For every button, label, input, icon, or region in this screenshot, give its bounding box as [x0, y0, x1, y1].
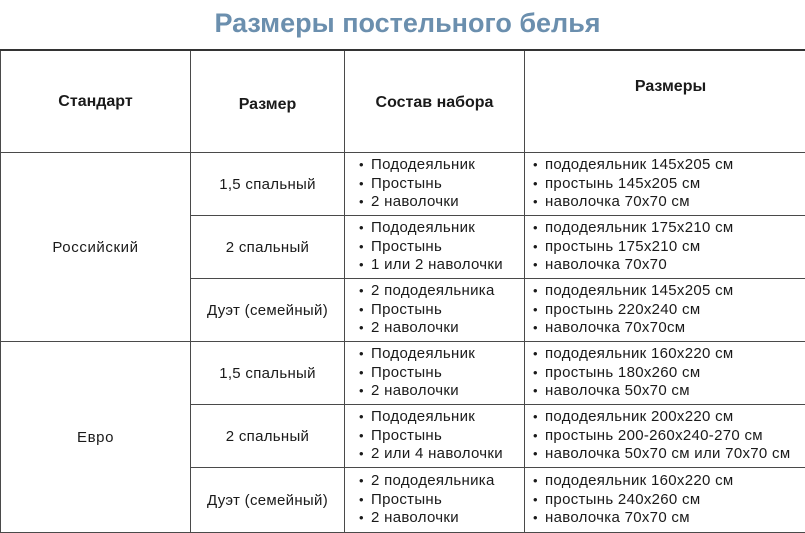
dimensions-list [533, 345, 805, 401]
list-item: • пододеяльник 145x205 см [533, 282, 805, 301]
list-item: • наволочка 70x70 см [533, 509, 805, 528]
bullet: • [533, 509, 545, 528]
bullet: • [359, 408, 371, 427]
dimensions-list [533, 408, 805, 464]
set-list [359, 219, 524, 275]
list-item: • 2 наволочки [359, 319, 524, 338]
header-standard: Стандарт [1, 50, 191, 153]
set-list [359, 156, 524, 212]
bullet: • [533, 364, 545, 383]
bullet: • [359, 156, 371, 175]
list-item: • наволочка 70x70 см [533, 193, 805, 212]
bullet: • [533, 382, 545, 401]
list-item: • Пододеяльник [359, 156, 524, 175]
list-item: • Пододеяльник [359, 345, 524, 364]
bullet: • [533, 491, 545, 510]
set-cell [345, 405, 525, 468]
bullet: • [359, 175, 371, 194]
header-row [1, 50, 805, 153]
list-item: • 2 пододеяльника [359, 282, 524, 301]
dimensions-cell [525, 153, 805, 216]
list-item: • Пододеяльник [359, 408, 524, 427]
size-cell: Дуэт (семейный) [191, 468, 345, 533]
standard-cell: Российский [1, 153, 191, 342]
list-item: • Простынь [359, 175, 524, 194]
dimensions-cell [525, 468, 805, 533]
table-row [1, 153, 805, 216]
set-cell [345, 468, 525, 533]
dimensions-cell [525, 216, 805, 279]
bullet: • [359, 345, 371, 364]
size-cell: 2 спальный [191, 216, 345, 279]
size-cell: 1,5 спальный [191, 153, 345, 216]
list-item: • пододеяльник 175x210 см [533, 219, 805, 238]
list-item: • Пододеяльник [359, 219, 524, 238]
bullet: • [533, 193, 545, 212]
list-item: • Простынь [359, 301, 524, 320]
list-item: • 2 наволочки [359, 193, 524, 212]
bullet: • [359, 427, 371, 446]
bullet: • [533, 156, 545, 175]
list-item: • 2 наволочки [359, 509, 524, 528]
page-title: Размеры постельного белья [0, 6, 805, 40]
set-cell [345, 153, 525, 216]
bullet: • [359, 193, 371, 212]
set-list [359, 408, 524, 464]
table-row [1, 342, 805, 405]
list-item: • наволочка 50x70 см [533, 382, 805, 401]
list-item: • наволочка 70x70см [533, 319, 805, 338]
list-item: • 2 или 4 наволочки [359, 445, 524, 464]
dimensions-cell [525, 279, 805, 342]
bullet: • [533, 472, 545, 491]
bullet: • [533, 175, 545, 194]
set-list [359, 472, 524, 528]
bullet: • [533, 301, 545, 320]
standard-cell: Евро [1, 342, 191, 533]
set-list [359, 345, 524, 401]
set-list [359, 282, 524, 338]
dimensions-list [533, 156, 805, 212]
bullet: • [359, 364, 371, 383]
list-item: • 2 наволочки [359, 382, 524, 401]
dimensions-cell [525, 405, 805, 468]
list-item: • Простынь [359, 491, 524, 510]
list-item: • Простынь [359, 427, 524, 446]
bullet: • [533, 238, 545, 257]
list-item: • простынь 145x205 см [533, 175, 805, 194]
dimensions-cell [525, 342, 805, 405]
bullet: • [359, 219, 371, 238]
list-item: • пододеяльник 145x205 см [533, 156, 805, 175]
dimensions-list [533, 219, 805, 275]
bullet: • [359, 319, 371, 338]
list-item: • пододеяльник 160x220 см [533, 472, 805, 491]
list-item: • Простынь [359, 238, 524, 257]
list-item: • Простынь [359, 364, 524, 383]
header-size: Размер [191, 50, 345, 153]
bullet: • [533, 345, 545, 364]
bedding-size-table [0, 49, 805, 533]
bullet: • [359, 382, 371, 401]
dimensions-list [533, 282, 805, 338]
header-set: Состав набора [345, 50, 525, 153]
set-cell [345, 279, 525, 342]
bullet: • [533, 219, 545, 238]
bullet: • [533, 445, 545, 464]
list-item: • пододеяльник 160x220 см [533, 345, 805, 364]
set-cell [345, 216, 525, 279]
bullet: • [533, 256, 545, 275]
list-item: • наволочка 70x70 [533, 256, 805, 275]
bullet: • [359, 282, 371, 301]
bullet: • [359, 301, 371, 320]
size-cell: 1,5 спальный [191, 342, 345, 405]
bullet: • [359, 509, 371, 528]
list-item: • простынь 220x240 см [533, 301, 805, 320]
bullet: • [533, 282, 545, 301]
bullet: • [359, 472, 371, 491]
bullet: • [533, 319, 545, 338]
bullet: • [533, 427, 545, 446]
bullet: • [359, 445, 371, 464]
header-dimensions: Размеры [525, 50, 805, 153]
bullet: • [533, 408, 545, 427]
bullet: • [359, 238, 371, 257]
list-item: • пододеяльник 200x220 см [533, 408, 805, 427]
list-item: • простынь 180x260 см [533, 364, 805, 383]
dimensions-list [533, 472, 805, 528]
list-item: • простынь 175x210 см [533, 238, 805, 257]
list-item: • 2 пододеяльника [359, 472, 524, 491]
bullet: • [359, 256, 371, 275]
list-item: • простынь 240x260 см [533, 491, 805, 510]
size-cell: Дуэт (семейный) [191, 279, 345, 342]
list-item: • 1 или 2 наволочки [359, 256, 524, 275]
size-cell: 2 спальный [191, 405, 345, 468]
list-item: • простынь 200-260x240-270 см [533, 427, 805, 446]
set-cell [345, 342, 525, 405]
bullet: • [359, 491, 371, 510]
list-item: • наволочка 50x70 см или 70x70 см [533, 445, 805, 464]
